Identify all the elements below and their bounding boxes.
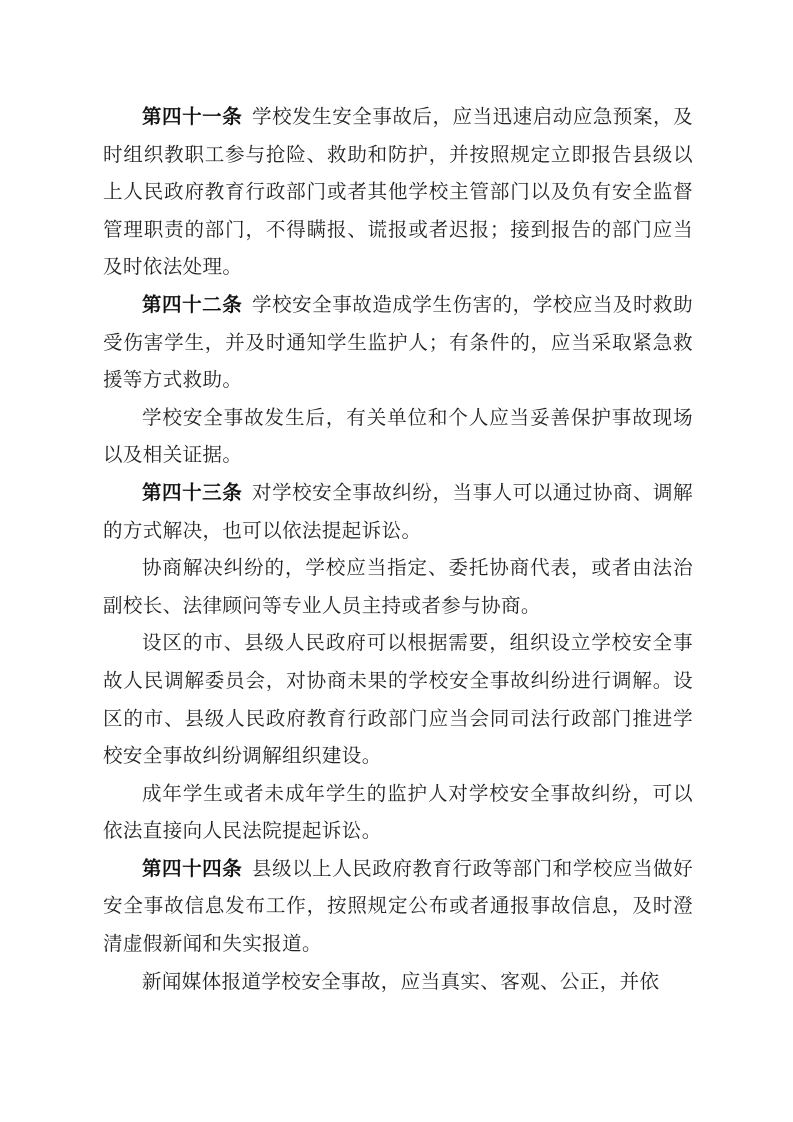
article-number: 第四十二条 [142, 292, 243, 316]
paragraph [103, 963, 693, 1001]
article-number: 第四十一条 [142, 105, 243, 128]
paragraph-text: 新闻媒体报道学校安全事故，应当真实、客观、公正，并依 [142, 969, 660, 993]
paragraph-text: 设区的市、县级人民政府可以根据需要，组织设立学校安全事故人民调解委员会，对协商未果的学校安全事故纠纷进行调解。设区的市、县级人民政府教育行政部门应当会同司法行政部门推进学校安全事故纠纷调解组织建设。 [103, 631, 693, 768]
paragraph-text: 对学校安全事故纠纷，当事人可以通过协商、调解的方式解决，也可以依法提起诉讼。 [103, 480, 693, 542]
paragraph-text: 县级以上人民政府教育行政等部门和学校应当做好安全事故信息发布工作，按照规定公布或者通报事故信息，及时澄清虚假新闻和失实报道。 [103, 856, 693, 956]
paragraph-text: 协商解决纠纷的，学校应当指定、委托协商代表，或者由法治副校长、法律顾问等专业人员主持或者参与协商。 [103, 556, 693, 617]
paragraph [103, 624, 693, 774]
article-number: 第四十三条 [142, 480, 243, 504]
paragraph-text: 学校发生安全事故后，应当迅速启动应急预案，及时组织教职工参与抢险、救助和防护，并按照规定立即报告县级以上人民政府教育行政部门或者其他学校主管部门以及负有安全监督管理职责的部门，不得瞒报、谎报或者迟报；接到报告的部门应当及时依法处理。 [103, 105, 693, 279]
paragraph [103, 399, 693, 474]
paragraph [103, 549, 693, 624]
paragraph-text: 学校安全事故造成学生伤害的，学校应当及时救助受伤害学生，并及时通知学生监护人；有条件的，应当采取紧急救援等方式救助。 [103, 292, 693, 392]
paragraph-article-43 [103, 474, 693, 549]
paragraph [103, 775, 693, 850]
paragraph-article-42 [103, 286, 693, 399]
paragraph-text: 学校安全事故发生后，有关单位和个人应当妥善保护事故现场以及相关证据。 [103, 405, 693, 467]
paragraph-article-44 [103, 850, 693, 963]
paragraph-text: 成年学生或者未成年学生的监护人对学校安全事故纠纷，可以依法直接向人民法院提起诉讼。 [103, 781, 693, 843]
document-body [103, 98, 693, 1000]
paragraph-article-41 [103, 98, 693, 286]
article-number: 第四十四条 [142, 856, 243, 880]
